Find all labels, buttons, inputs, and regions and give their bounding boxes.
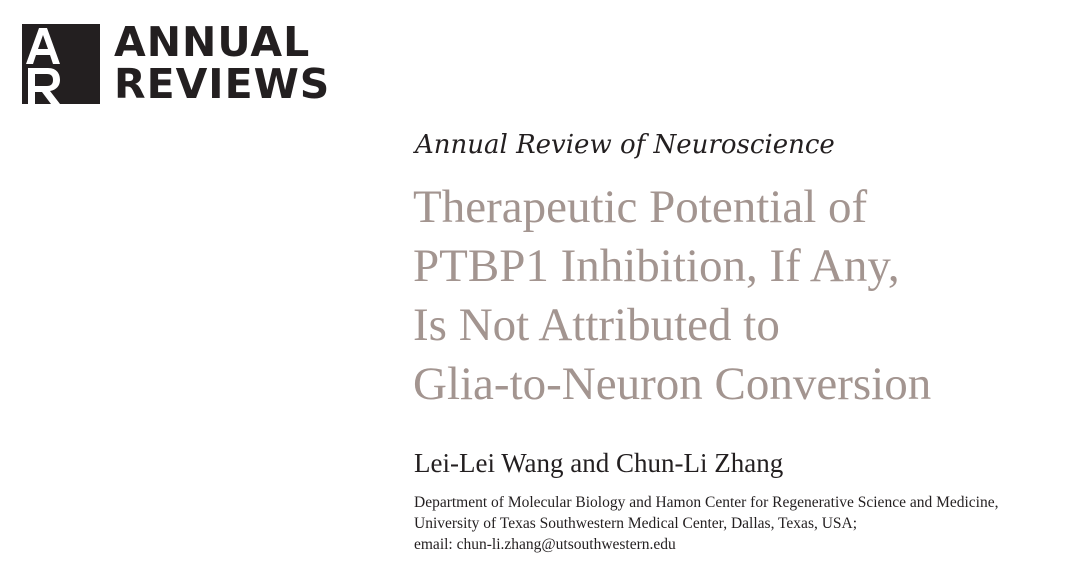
- title-line: Therapeutic Potential of: [413, 181, 868, 233]
- ar-logo-icon: [22, 24, 100, 104]
- affiliation-line: Department of Molecular Biology and Hamon Center for Regenerative Science and Medicine,: [414, 494, 999, 511]
- affiliation-line: University of Texas Southwestern Medical Center, Dallas, Texas, USA;: [414, 515, 858, 532]
- title-line: Glia-to-Neuron Conversion: [413, 358, 932, 410]
- affiliation-email[interactable]: email: chun-li.zhang@utsouthwestern.edu: [414, 536, 676, 553]
- affiliation: [414, 492, 999, 555]
- journal-name: Annual Review of Neuroscience: [415, 130, 835, 160]
- title-line: Is Not Attributed to: [413, 299, 780, 351]
- logo-wordmark-annual: ANNUAL: [114, 18, 311, 66]
- article-title: [413, 178, 931, 414]
- annual-reviews-logo: [22, 18, 332, 108]
- authors: Lei-Lei Wang and Chun-Li Zhang: [414, 448, 784, 478]
- logo-wordmark-reviews: REVIEWS: [114, 60, 331, 108]
- title-line: PTBP1 Inhibition, If Any,: [413, 240, 900, 292]
